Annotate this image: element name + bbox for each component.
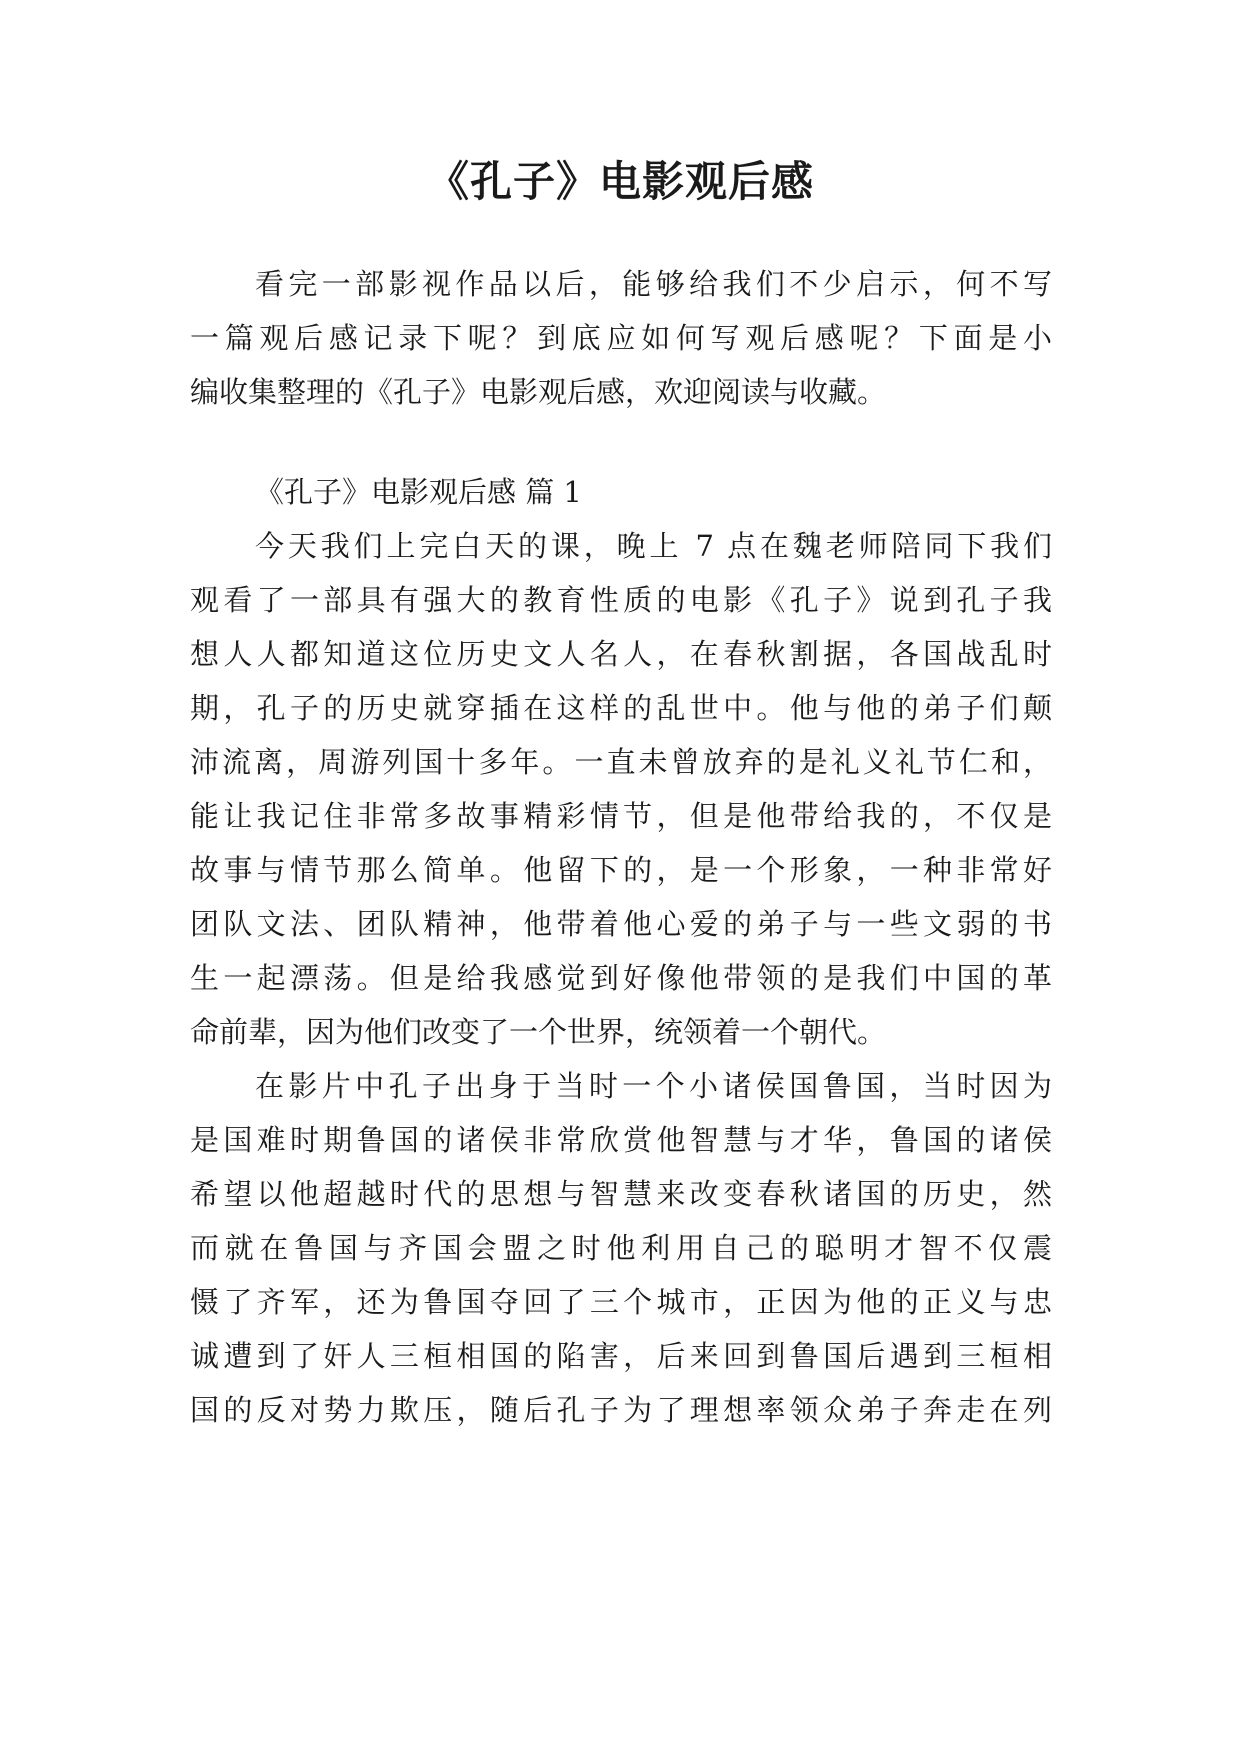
paragraph1-line-9: 生一起漂荡。但是给我感觉到好像他带领的是我们中国的革 — [190, 961, 1052, 995]
paragraph1-line-6: 能让我记住非常多故事精彩情节，但是他带给我的，不仅是 — [190, 799, 1052, 833]
paragraph1-line-10: 命前辈，因为他们改变了一个世界，统领着一个朝代。 — [190, 1015, 887, 1049]
paragraph1-line-8: 团队文法、团队精神，他带着他心爱的弟子与一些文弱的书 — [190, 907, 1052, 941]
intro-line-1: 看完一部影视作品以后，能够给我们不少启示，何不写 — [255, 267, 1052, 301]
paragraph2-line-5: 慑了齐军，还为鲁国夺回了三个城市，正因为他的正义与忠 — [190, 1285, 1052, 1319]
paragraph2-line-3: 希望以他超越时代的思想与智慧来改变春秋诸国的历史，然 — [190, 1177, 1052, 1211]
paragraph2-line-7: 国的反对势力欺压，随后孔子为了理想率领众弟子奔走在列 — [190, 1393, 1052, 1427]
paragraph1-line-5: 沛流离，周游列国十多年。一直未曾放弃的是礼义礼节仁和， — [190, 745, 1052, 779]
intro-line-2: 一篇观后感记录下呢？到底应如何写观后感呢？下面是小 — [190, 321, 1052, 355]
paragraph1-line-3: 想人人都知道这位历史文人名人，在春秋割据，各国战乱时 — [190, 637, 1052, 671]
paragraph2-line-2: 是国难时期鲁国的诸侯非常欣赏他智慧与才华，鲁国的诸侯 — [190, 1123, 1052, 1157]
paragraph1-line-7: 故事与情节那么简单。他留下的，是一个形象，一种非常好 — [190, 853, 1052, 887]
paragraph2-line-4: 而就在鲁国与齐国会盟之时他利用自己的聪明才智不仅震 — [190, 1231, 1052, 1265]
paragraph2-line-6: 诚遭到了奸人三桓相国的陷害，后来回到鲁国后遇到三桓相 — [190, 1339, 1052, 1373]
intro-line-3: 编收集整理的《孔子》电影观后感，欢迎阅读与收藏。 — [190, 375, 887, 409]
section-heading: 《孔子》电影观后感 篇 1 — [255, 475, 582, 509]
paragraph2-line-1: 在影片中孔子出身于当时一个小诸侯国鲁国，当时因为 — [255, 1069, 1052, 1103]
paragraph1-line-1: 今天我们上完白天的课，晚上 7 点在魏老师陪同下我们 — [255, 529, 1052, 563]
paragraph1-line-2: 观看了一部具有强大的教育性质的电影《孔子》说到孔子我 — [190, 583, 1052, 617]
paragraph1-line-4: 期，孔子的历史就穿插在这样的乱世中。他与他的弟子们颠 — [190, 691, 1052, 725]
document-title: 《孔子》电影观后感 — [426, 157, 814, 206]
